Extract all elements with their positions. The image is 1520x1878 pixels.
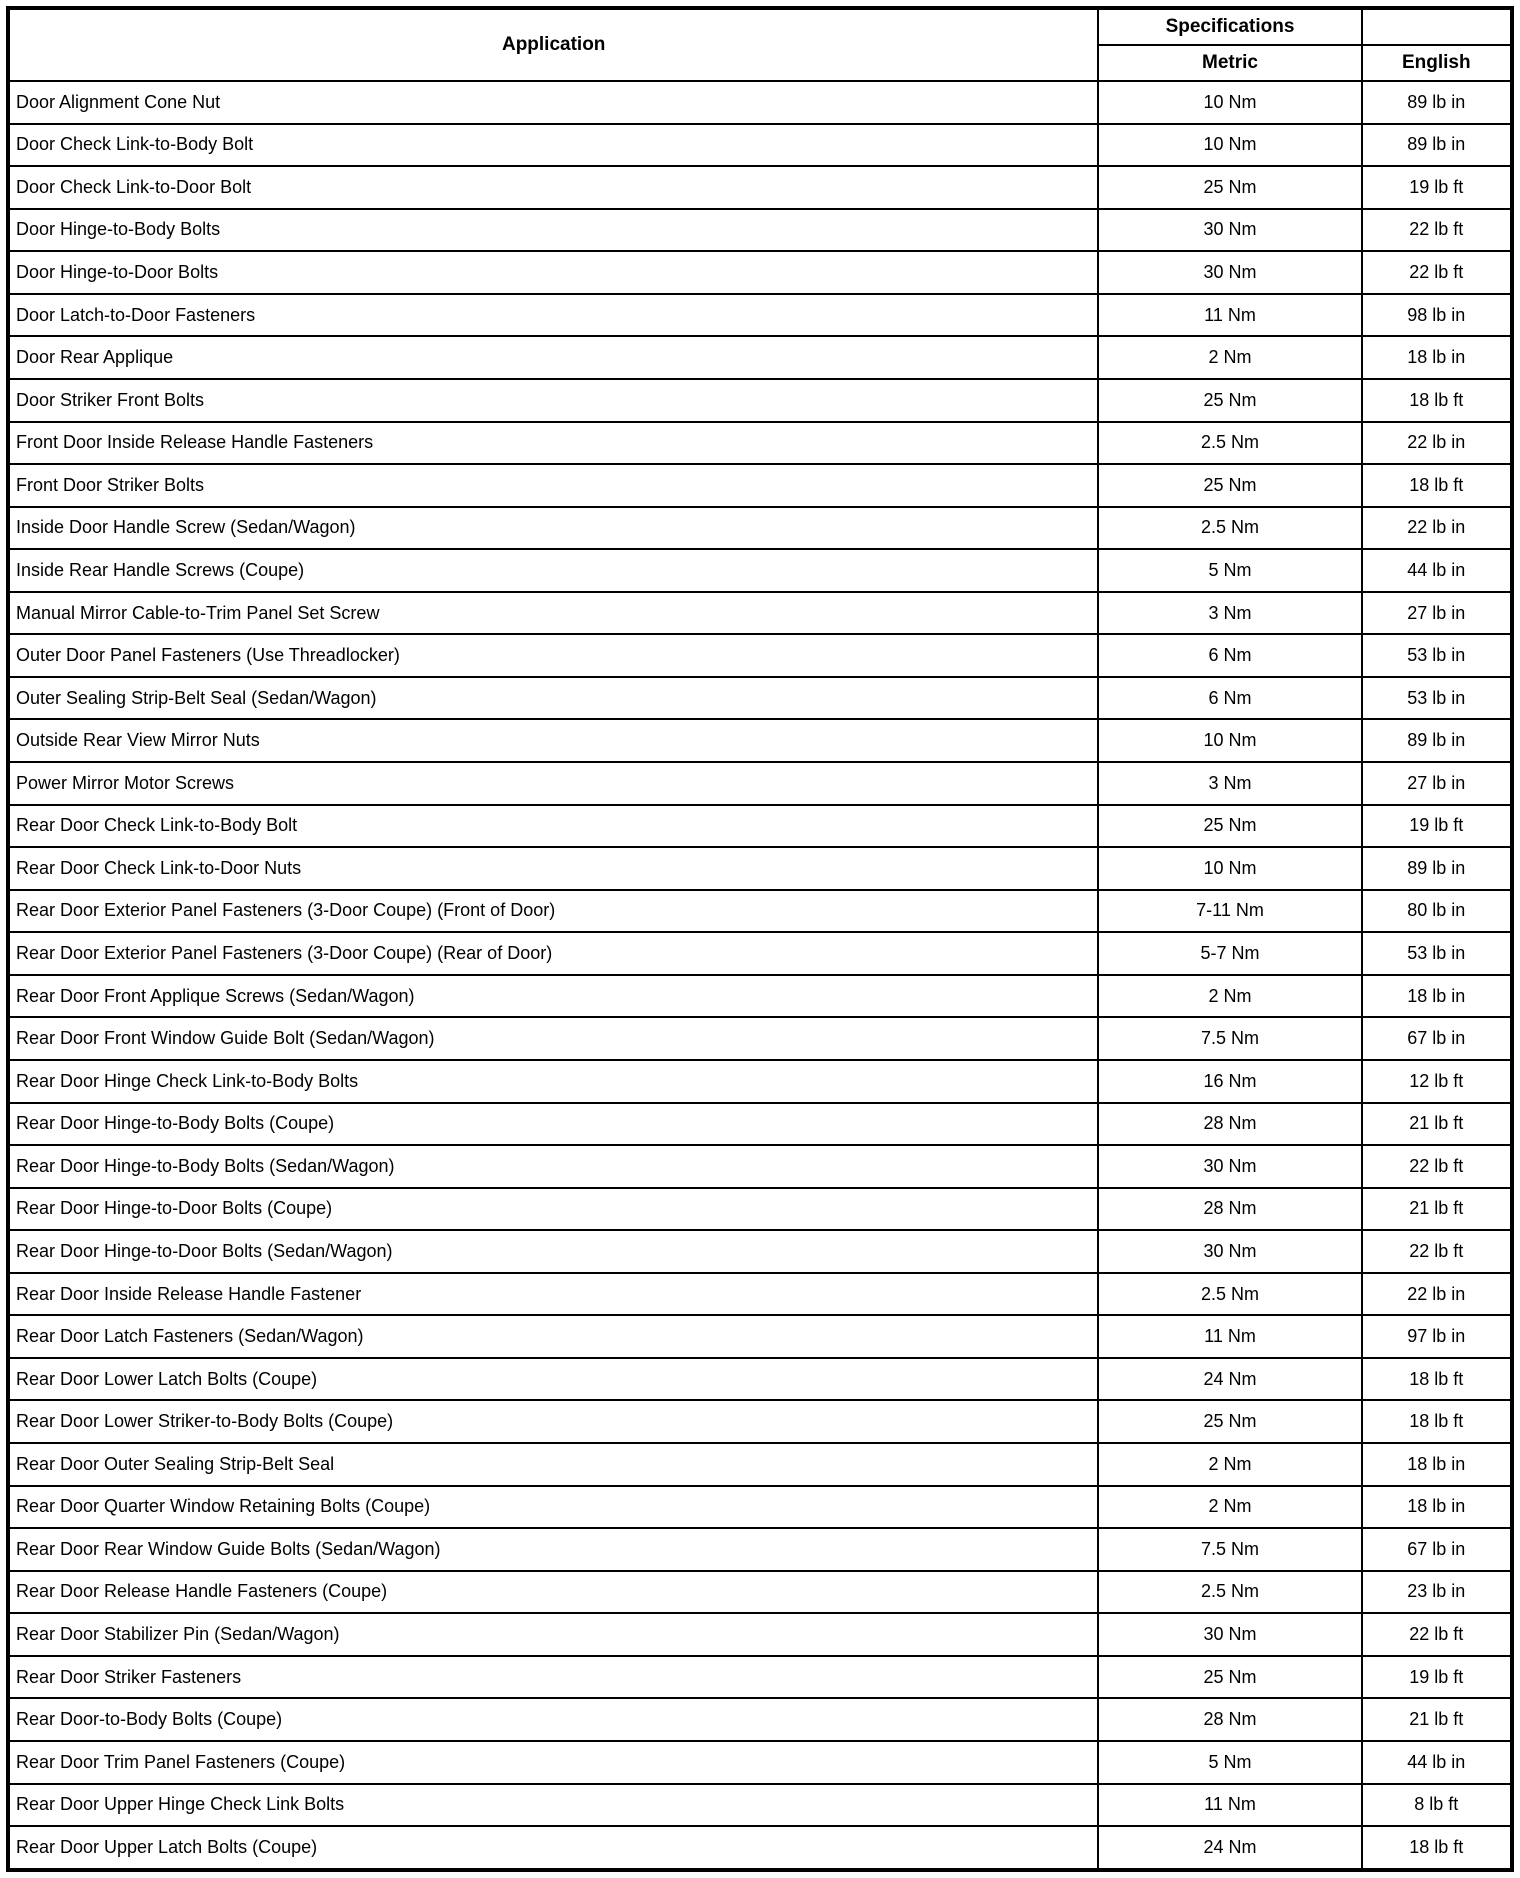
table-row: [8, 634, 1512, 677]
application-cell: Rear Door Release Handle Fasteners (Coupe): [8, 1571, 1098, 1614]
table-row: [8, 1017, 1512, 1060]
table-row: [8, 677, 1512, 720]
metric-cell: 2.5 Nm: [1098, 507, 1361, 550]
application-cell: Rear Door Quarter Window Retaining Bolts (Coupe): [8, 1486, 1098, 1529]
english-cell: 98 lb in: [1362, 294, 1512, 337]
table-row: [8, 464, 1512, 507]
english-cell: 67 lb in: [1362, 1017, 1512, 1060]
table-row: [8, 1273, 1512, 1316]
english-cell: 22 lb ft: [1362, 1230, 1512, 1273]
table-row: [8, 1358, 1512, 1401]
application-cell: Door Check Link-to-Body Bolt: [8, 124, 1098, 167]
metric-cell: 2 Nm: [1098, 1443, 1361, 1486]
metric-cell: 3 Nm: [1098, 762, 1361, 805]
metric-cell: 30 Nm: [1098, 209, 1361, 252]
table-row: [8, 124, 1512, 167]
table-row: [8, 762, 1512, 805]
metric-cell: 30 Nm: [1098, 1230, 1361, 1273]
english-cell: 18 lb in: [1362, 975, 1512, 1018]
english-cell: 18 lb in: [1362, 336, 1512, 379]
metric-cell: 24 Nm: [1098, 1358, 1361, 1401]
table-body: [8, 81, 1512, 1870]
metric-cell: 2 Nm: [1098, 1486, 1361, 1529]
metric-cell: 28 Nm: [1098, 1188, 1361, 1231]
header-english: English: [1362, 45, 1512, 81]
metric-cell: 25 Nm: [1098, 166, 1361, 209]
table-row: [8, 1571, 1512, 1614]
english-cell: 89 lb in: [1362, 81, 1512, 124]
metric-cell: 30 Nm: [1098, 251, 1361, 294]
metric-cell: 10 Nm: [1098, 847, 1361, 890]
english-cell: 22 lb ft: [1362, 251, 1512, 294]
metric-cell: 25 Nm: [1098, 805, 1361, 848]
table-row: [8, 1613, 1512, 1656]
english-cell: 18 lb ft: [1362, 1400, 1512, 1443]
application-cell: Rear Door Lower Latch Bolts (Coupe): [8, 1358, 1098, 1401]
english-cell: 27 lb in: [1362, 592, 1512, 635]
metric-cell: 6 Nm: [1098, 634, 1361, 677]
english-cell: 44 lb in: [1362, 1741, 1512, 1784]
application-cell: Inside Door Handle Screw (Sedan/Wagon): [8, 507, 1098, 550]
application-cell: Rear Door Hinge-to-Door Bolts (Sedan/Wagon): [8, 1230, 1098, 1273]
english-cell: 53 lb in: [1362, 677, 1512, 720]
table-row: [8, 336, 1512, 379]
english-cell: 19 lb ft: [1362, 1656, 1512, 1699]
table-row: [8, 890, 1512, 933]
english-cell: 22 lb ft: [1362, 1613, 1512, 1656]
english-cell: 53 lb in: [1362, 634, 1512, 677]
metric-cell: 2 Nm: [1098, 336, 1361, 379]
metric-cell: 25 Nm: [1098, 1400, 1361, 1443]
header-application: Application: [8, 8, 1098, 81]
table-row: [8, 847, 1512, 890]
table-row: [8, 1741, 1512, 1784]
application-cell: Rear Door Hinge-to-Body Bolts (Sedan/Wagon): [8, 1145, 1098, 1188]
metric-cell: 25 Nm: [1098, 464, 1361, 507]
table-row: [8, 1826, 1512, 1870]
english-cell: 22 lb in: [1362, 422, 1512, 465]
metric-cell: 5 Nm: [1098, 1741, 1361, 1784]
english-cell: 27 lb in: [1362, 762, 1512, 805]
table-row: [8, 1698, 1512, 1741]
metric-cell: 7.5 Nm: [1098, 1017, 1361, 1060]
application-cell: Outer Door Panel Fasteners (Use Threadlocker): [8, 634, 1098, 677]
application-cell: Rear Door Upper Hinge Check Link Bolts: [8, 1784, 1098, 1827]
english-cell: 23 lb in: [1362, 1571, 1512, 1614]
application-cell: Rear Door Striker Fasteners: [8, 1656, 1098, 1699]
application-cell: Rear Door Check Link-to-Door Nuts: [8, 847, 1098, 890]
metric-cell: 10 Nm: [1098, 124, 1361, 167]
english-cell: 22 lb ft: [1362, 1145, 1512, 1188]
application-cell: Door Hinge-to-Door Bolts: [8, 251, 1098, 294]
table-row: [8, 1103, 1512, 1146]
table-row: [8, 81, 1512, 124]
english-cell: 89 lb in: [1362, 847, 1512, 890]
table-row: [8, 294, 1512, 337]
metric-cell: 10 Nm: [1098, 81, 1361, 124]
english-cell: 18 lb ft: [1362, 464, 1512, 507]
application-cell: Rear Door Outer Sealing Strip-Belt Seal: [8, 1443, 1098, 1486]
application-cell: Rear Door Hinge Check Link-to-Body Bolts: [8, 1060, 1098, 1103]
application-cell: Rear Door Hinge-to-Door Bolts (Coupe): [8, 1188, 1098, 1231]
metric-cell: 5 Nm: [1098, 549, 1361, 592]
english-cell: 18 lb ft: [1362, 379, 1512, 422]
metric-cell: 2.5 Nm: [1098, 1273, 1361, 1316]
application-cell: Power Mirror Motor Screws: [8, 762, 1098, 805]
application-cell: Outer Sealing Strip-Belt Seal (Sedan/Wagon): [8, 677, 1098, 720]
application-cell: Rear Door Upper Latch Bolts (Coupe): [8, 1826, 1098, 1870]
metric-cell: 5-7 Nm: [1098, 932, 1361, 975]
metric-cell: 16 Nm: [1098, 1060, 1361, 1103]
table-row: [8, 422, 1512, 465]
table-row: [8, 1443, 1512, 1486]
table-row: [8, 1230, 1512, 1273]
table-row: [8, 251, 1512, 294]
english-cell: 22 lb in: [1362, 1273, 1512, 1316]
table-header: [8, 8, 1512, 81]
application-cell: Outside Rear View Mirror Nuts: [8, 719, 1098, 762]
application-cell: Rear Door Stabilizer Pin (Sedan/Wagon): [8, 1613, 1098, 1656]
table-row: [8, 507, 1512, 550]
english-cell: 18 lb in: [1362, 1486, 1512, 1529]
english-cell: 12 lb ft: [1362, 1060, 1512, 1103]
english-cell: 21 lb ft: [1362, 1103, 1512, 1146]
header-specifications: Specifications: [1098, 8, 1361, 45]
english-cell: 18 lb ft: [1362, 1358, 1512, 1401]
metric-cell: 11 Nm: [1098, 294, 1361, 337]
application-cell: Rear Door Check Link-to-Body Bolt: [8, 805, 1098, 848]
english-cell: 89 lb in: [1362, 719, 1512, 762]
table-row: [8, 166, 1512, 209]
metric-cell: 3 Nm: [1098, 592, 1361, 635]
table-row: [8, 1486, 1512, 1529]
application-cell: Rear Door Lower Striker-to-Body Bolts (Coupe): [8, 1400, 1098, 1443]
table-row: [8, 975, 1512, 1018]
table-row: [8, 805, 1512, 848]
table-row: [8, 1656, 1512, 1699]
english-cell: 97 lb in: [1362, 1315, 1512, 1358]
application-cell: Door Striker Front Bolts: [8, 379, 1098, 422]
english-cell: 19 lb ft: [1362, 166, 1512, 209]
application-cell: Inside Rear Handle Screws (Coupe): [8, 549, 1098, 592]
table-row: [8, 1060, 1512, 1103]
application-cell: Rear Door Front Window Guide Bolt (Sedan/Wagon): [8, 1017, 1098, 1060]
application-cell: Rear Door Latch Fasteners (Sedan/Wagon): [8, 1315, 1098, 1358]
application-cell: Rear Door Front Applique Screws (Sedan/Wagon): [8, 975, 1098, 1018]
english-cell: 22 lb in: [1362, 507, 1512, 550]
application-cell: Rear Door Exterior Panel Fasteners (3-Door Coupe) (Rear of Door): [8, 932, 1098, 975]
header-specifications-spacer: [1362, 8, 1512, 45]
table-row: [8, 1784, 1512, 1827]
torque-specifications-table: [6, 6, 1514, 1872]
application-cell: Door Check Link-to-Door Bolt: [8, 166, 1098, 209]
application-cell: Rear Door Hinge-to-Body Bolts (Coupe): [8, 1103, 1098, 1146]
application-cell: Rear Door Inside Release Handle Fastener: [8, 1273, 1098, 1316]
english-cell: 89 lb in: [1362, 124, 1512, 167]
table-row: [8, 1145, 1512, 1188]
metric-cell: 28 Nm: [1098, 1103, 1361, 1146]
english-cell: 21 lb ft: [1362, 1188, 1512, 1231]
metric-cell: 7-11 Nm: [1098, 890, 1361, 933]
table-row: [8, 1400, 1512, 1443]
application-cell: Door Rear Applique: [8, 336, 1098, 379]
metric-cell: 6 Nm: [1098, 677, 1361, 720]
metric-cell: 7.5 Nm: [1098, 1528, 1361, 1571]
english-cell: 53 lb in: [1362, 932, 1512, 975]
table-row: [8, 549, 1512, 592]
table-row: [8, 932, 1512, 975]
metric-cell: 2.5 Nm: [1098, 1571, 1361, 1614]
metric-cell: 2 Nm: [1098, 975, 1361, 1018]
english-cell: 67 lb in: [1362, 1528, 1512, 1571]
table-row: [8, 719, 1512, 762]
table-row: [8, 592, 1512, 635]
application-cell: Manual Mirror Cable-to-Trim Panel Set Screw: [8, 592, 1098, 635]
application-cell: Front Door Striker Bolts: [8, 464, 1098, 507]
header-metric: Metric: [1098, 45, 1361, 81]
english-cell: 19 lb ft: [1362, 805, 1512, 848]
application-cell: Door Alignment Cone Nut: [8, 81, 1098, 124]
english-cell: 18 lb ft: [1362, 1826, 1512, 1870]
english-cell: 44 lb in: [1362, 549, 1512, 592]
application-cell: Front Door Inside Release Handle Fasteners: [8, 422, 1098, 465]
metric-cell: 10 Nm: [1098, 719, 1361, 762]
english-cell: 21 lb ft: [1362, 1698, 1512, 1741]
header-row-top: [8, 8, 1512, 45]
metric-cell: 25 Nm: [1098, 379, 1361, 422]
english-cell: 8 lb ft: [1362, 1784, 1512, 1827]
metric-cell: 2.5 Nm: [1098, 422, 1361, 465]
application-cell: Rear Door Rear Window Guide Bolts (Sedan/Wagon): [8, 1528, 1098, 1571]
metric-cell: 11 Nm: [1098, 1784, 1361, 1827]
application-cell: Rear Door Exterior Panel Fasteners (3-Door Coupe) (Front of Door): [8, 890, 1098, 933]
application-cell: Door Hinge-to-Body Bolts: [8, 209, 1098, 252]
table-row: [8, 379, 1512, 422]
metric-cell: 30 Nm: [1098, 1145, 1361, 1188]
metric-cell: 24 Nm: [1098, 1826, 1361, 1870]
english-cell: 18 lb in: [1362, 1443, 1512, 1486]
english-cell: 80 lb in: [1362, 890, 1512, 933]
application-cell: Rear Door Trim Panel Fasteners (Coupe): [8, 1741, 1098, 1784]
metric-cell: 30 Nm: [1098, 1613, 1361, 1656]
table-row: [8, 209, 1512, 252]
table-row: [8, 1528, 1512, 1571]
table-row: [8, 1315, 1512, 1358]
metric-cell: 28 Nm: [1098, 1698, 1361, 1741]
table-row: [8, 1188, 1512, 1231]
application-cell: Door Latch-to-Door Fasteners: [8, 294, 1098, 337]
english-cell: 22 lb ft: [1362, 209, 1512, 252]
metric-cell: 25 Nm: [1098, 1656, 1361, 1699]
application-cell: Rear Door-to-Body Bolts (Coupe): [8, 1698, 1098, 1741]
metric-cell: 11 Nm: [1098, 1315, 1361, 1358]
